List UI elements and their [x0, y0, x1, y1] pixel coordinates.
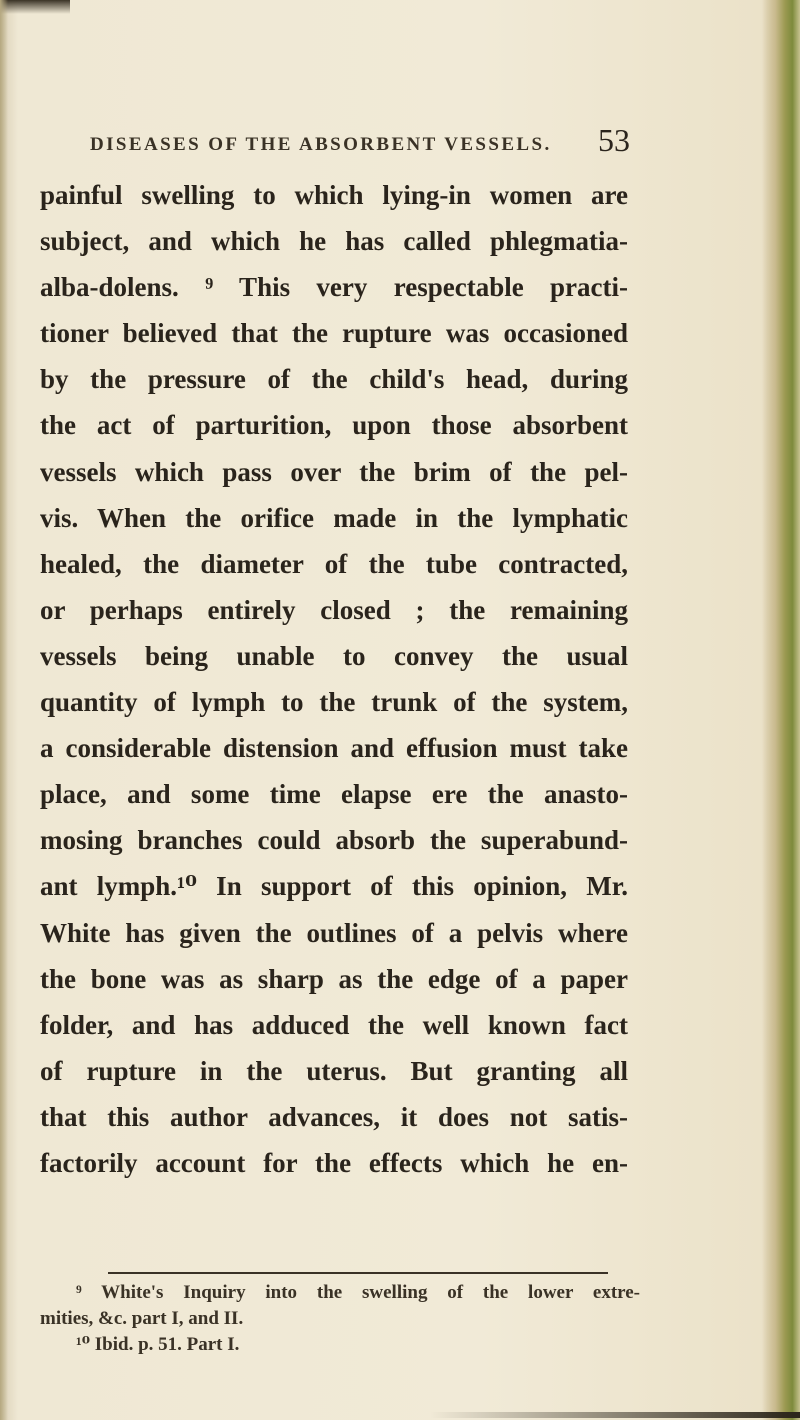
page-top-shadow: [0, 0, 70, 14]
footnote-9-continued: mities, &c. part I, and II.: [40, 1308, 244, 1329]
text-line: that this author advances, it does not satis-: [40, 1101, 628, 1132]
page-bottom-edge: [430, 1412, 800, 1418]
running-head: DISEASES OF THE ABSORBENT VESSELS.: [90, 134, 552, 155]
text-line: tioner believed that the rupture was occasioned: [40, 318, 628, 349]
text-line: a considerable distension and effusion must take: [40, 733, 628, 764]
footnote-rule: [108, 1272, 608, 1274]
footnote-10: ¹⁰ Ibid. p. 51. Part I.: [76, 1334, 240, 1355]
text-line: White has given the outlines of a pelvis where: [40, 917, 628, 948]
text-line: vis. When the orifice made in the lymphatic: [40, 502, 628, 533]
text-line: quantity of lymph to the trunk of the system,: [40, 687, 628, 718]
body-text: [40, 172, 628, 1186]
text-line: vessels being unable to convey the usual: [40, 640, 628, 671]
page-left-edge: [0, 0, 8, 1420]
text-line: healed, the diameter of the tube contracted,: [40, 548, 628, 579]
text-line: or perhaps entirely closed ; the remaining: [40, 594, 628, 625]
text-line: the act of parturition, upon those absorbent: [40, 410, 628, 441]
text-line: the bone was as sharp as the edge of a paper: [40, 963, 628, 994]
text-line: vessels which pass over the brim of the pel-: [40, 456, 628, 487]
text-line: factorily account for the effects which he en-: [40, 1147, 628, 1178]
text-line: by the pressure of the child's head, during: [40, 364, 628, 395]
text-line: of rupture in the uterus. But granting all: [40, 1055, 628, 1086]
page-header: [90, 120, 630, 156]
text-line: place, and some time elapse ere the anasto-: [40, 779, 628, 810]
footnote-9: ⁹ White's Inquiry into the swelling of the lower extre-: [76, 1282, 640, 1303]
text-line: folder, and has adduced the well known fact: [40, 1009, 628, 1040]
page-right-edge: [762, 0, 800, 1420]
footnotes: [40, 1280, 640, 1358]
text-line: subject, and which he has called phlegmatia-: [40, 226, 628, 257]
text-line: alba-dolens. ⁹ This very respectable practi-: [40, 272, 628, 303]
page-number: 53: [598, 122, 630, 158]
text-line: mosing branches could absorb the superabund-: [40, 825, 628, 856]
text-line: painful swelling to which lying-in women are: [40, 180, 628, 210]
text-line: ant lymph.¹⁰ In support of this opinion, Mr.: [40, 871, 628, 902]
